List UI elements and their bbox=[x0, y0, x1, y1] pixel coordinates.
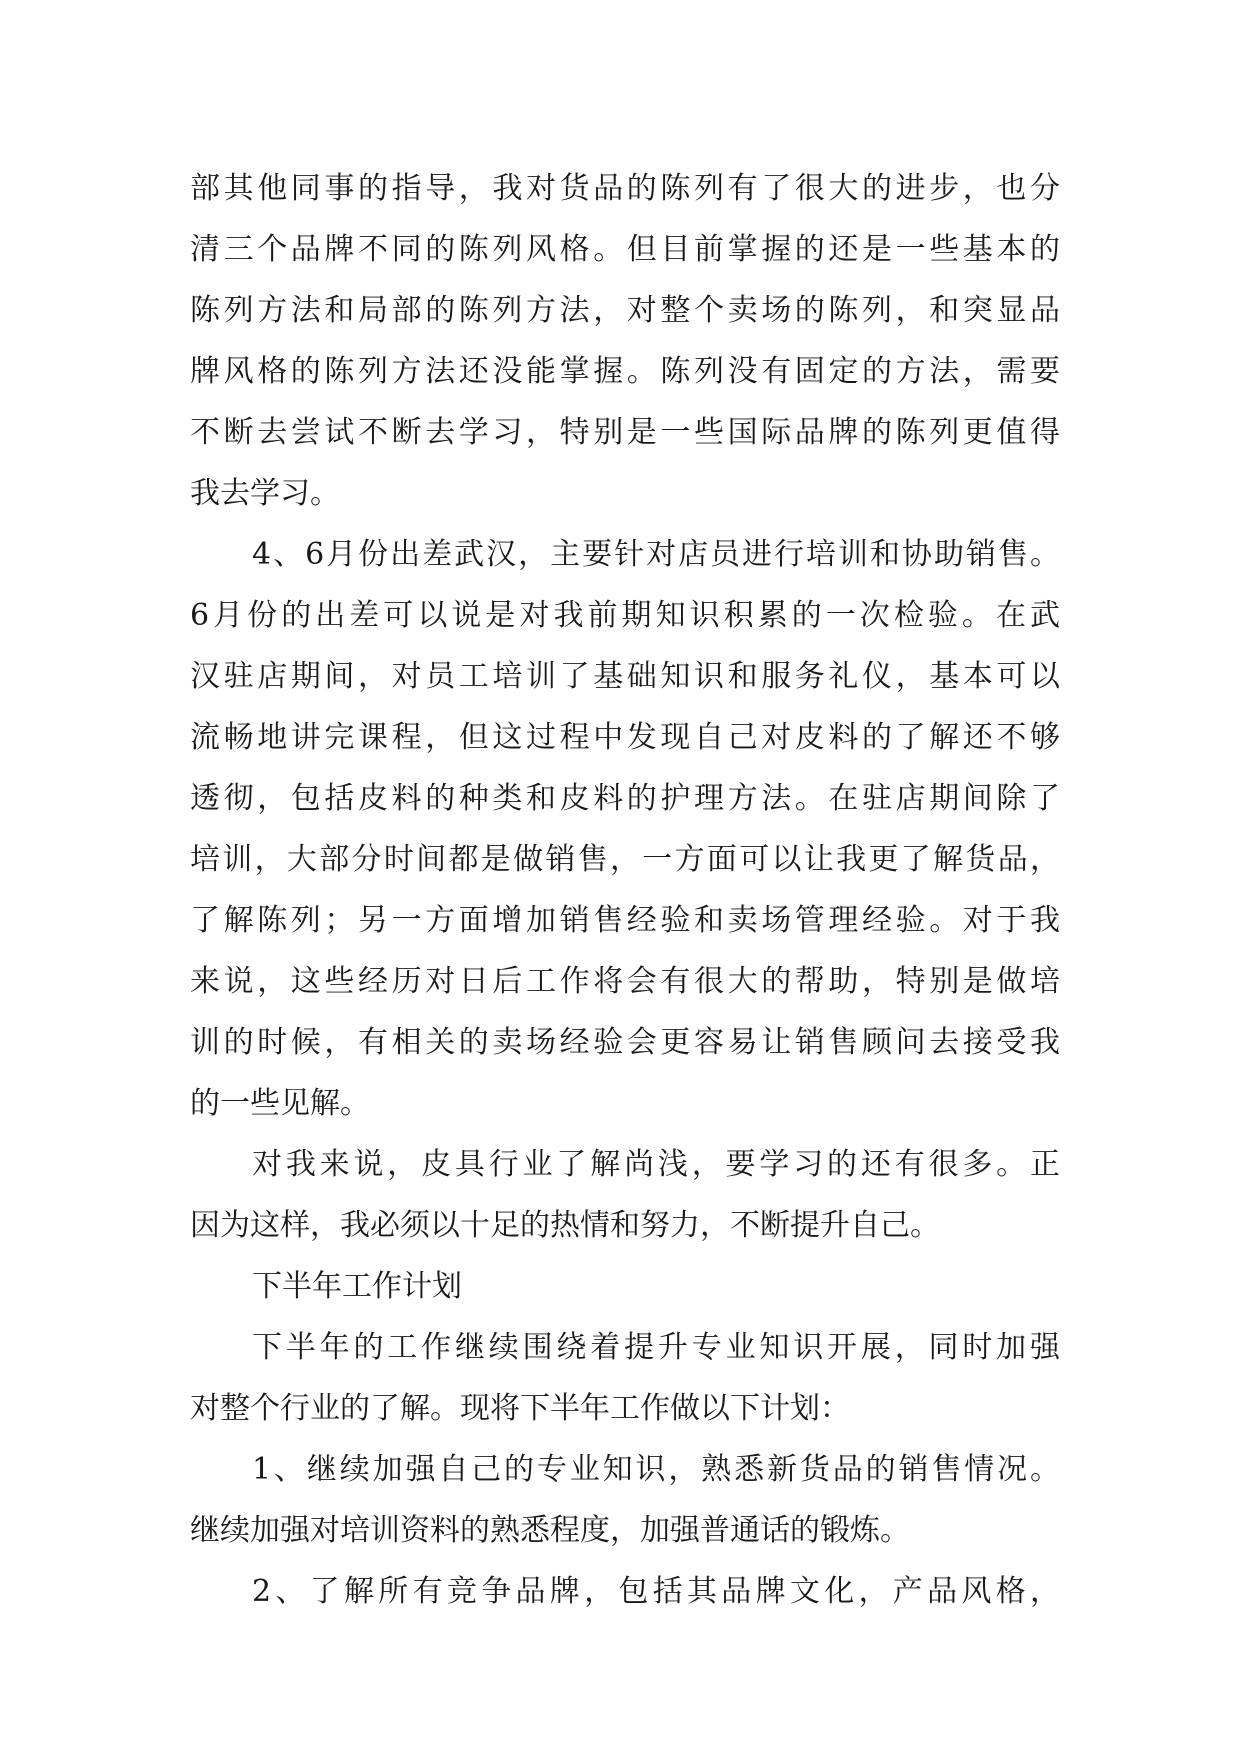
text-line: 来说，这些经历对日后工作将会有很大的帮助，特别是做培 bbox=[190, 964, 1060, 999]
text-line: 因为这样，我必须以十足的热情和努力，不断提升自己。 bbox=[190, 1208, 940, 1243]
text-line: 我去学习。 bbox=[190, 476, 340, 511]
document-body bbox=[190, 158, 1060, 1622]
text-line: 不断去尝试不断去学习，特别是一些国际品牌的陈列更值得 bbox=[190, 415, 1060, 450]
text-line: 汉驻店期间，对员工培训了基础知识和服务礼仪，基本可以 bbox=[190, 659, 1060, 694]
text-line: 清三个品牌不同的陈列风格。但目前掌握的还是一些基本的 bbox=[190, 232, 1060, 267]
text-line: 下半年工作计划 bbox=[252, 1269, 462, 1304]
text-line: 的一些见解。 bbox=[190, 1086, 370, 1121]
text-line: 1、继续加强自己的专业知识，熟悉新货品的销售情况。 bbox=[252, 1452, 1060, 1487]
text-line: 流畅地讲完课程，但这过程中发现自己对皮料的了解还不够 bbox=[190, 720, 1060, 755]
text-line: 了解陈列；另一方面增加销售经验和卖场管理经验。对于我 bbox=[190, 903, 1060, 938]
text-line: 4、6月份出差武汉，主要针对店员进行培训和协助销售。 bbox=[252, 537, 1060, 572]
text-line: 培训，大部分时间都是做销售，一方面可以让我更了解货品， bbox=[190, 842, 1060, 877]
text-line: 6月份的出差可以说是对我前期知识积累的一次检验。在武 bbox=[190, 598, 1060, 633]
text-line: 继续加强对培训资料的熟悉程度，加强普通话的锻炼。 bbox=[190, 1513, 910, 1548]
text-line: 牌风格的陈列方法还没能掌握。陈列没有固定的方法，需要 bbox=[190, 354, 1060, 389]
text-line: 部其他同事的指导，我对货品的陈列有了很大的进步，也分 bbox=[190, 171, 1060, 206]
text-line: 训的时候，有相关的卖场经验会更容易让销售顾问去接受我 bbox=[190, 1025, 1060, 1060]
text-line: 下半年的工作继续围绕着提升专业知识开展，同时加强 bbox=[252, 1330, 1060, 1365]
text-line: 对整个行业的了解。现将下半年工作做以下计划： bbox=[190, 1391, 850, 1426]
text-line: 对我来说，皮具行业了解尚浅，要学习的还有很多。正 bbox=[252, 1147, 1060, 1182]
text-line: 陈列方法和局部的陈列方法，对整个卖场的陈列，和突显品 bbox=[190, 293, 1060, 328]
text-line: 2、了解所有竞争品牌，包括其品牌文化，产品风格， bbox=[252, 1574, 1060, 1609]
text-line: 透彻，包括皮料的种类和皮料的护理方法。在驻店期间除了 bbox=[190, 781, 1060, 816]
